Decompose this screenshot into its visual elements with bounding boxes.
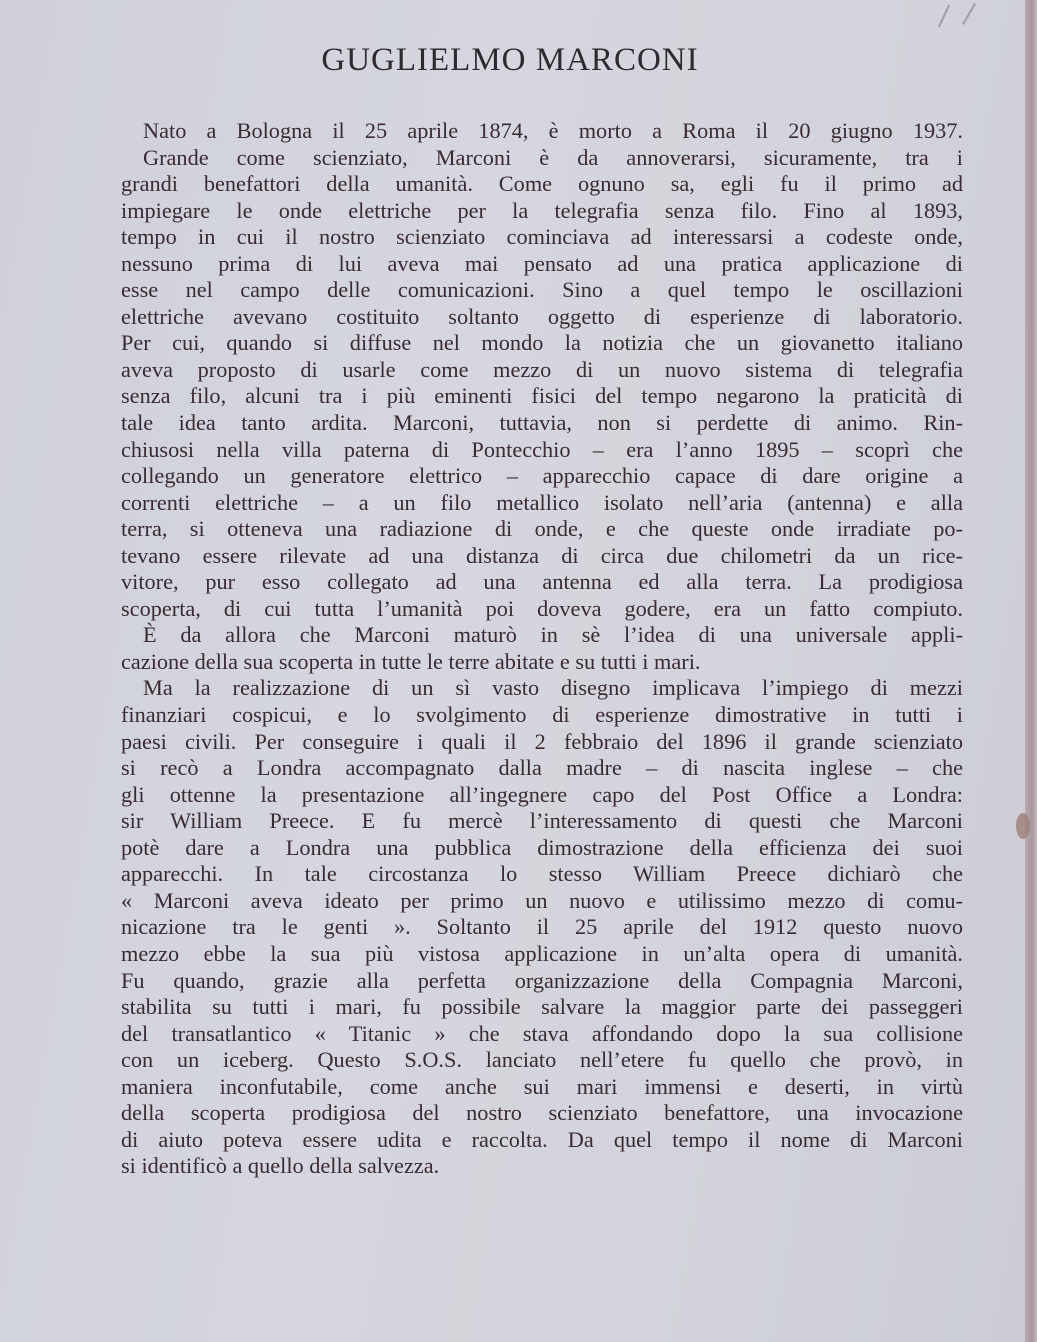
- text-line: nicazione tra le genti ». Soltanto il 25 aprile del 1912 questo nuovo: [121, 914, 963, 940]
- text-line: Grande come scienziato, Marconi è da annoverarsi, sicuramente, tra i: [143, 144, 963, 170]
- text-line: senza filo, alcuni tra i più eminenti fisici del tempo negarono la praticità di: [121, 383, 963, 409]
- text-line: stabilita su tutti i mari, fu possibile salvare la maggior parte dei passeggeri: [121, 994, 963, 1020]
- text-line: mezzo ebbe la sua più vistosa applicazione in un’alta opera di umanità.: [121, 940, 963, 966]
- text-line: chiusosi nella villa paterna di Pontecchio – era l’anno 1895 – scoprì che: [121, 436, 963, 462]
- text-line: tempo in cui il nostro scienziato cominciava ad interessarsi a codeste onde,: [121, 224, 963, 250]
- document-body: [121, 118, 963, 1180]
- text-line: impiegare le onde elettriche per la telegrafia senza filo. Fino al 1893,: [121, 197, 963, 223]
- text-line: apparecchi. In tale circostanza lo stesso William Preece dichiarò che: [121, 861, 963, 887]
- text-line: « Marconi aveva ideato per primo un nuovo e utilissimo mezzo di comu-: [121, 887, 963, 913]
- page-edge: [1025, 0, 1037, 1342]
- text-line: del transatlantico « Titanic » che stava affondando dopo la sua collisione: [121, 1020, 963, 1046]
- text-line: grandi benefattori della umanità. Come ognuno sa, egli fu il primo ad: [121, 171, 963, 197]
- text-line: di aiuto poteva essere udita e raccolta. Da quel tempo il nome di Marconi: [121, 1126, 963, 1152]
- text-line: È da allora che Marconi maturò in sè l’idea di una universale appli-: [143, 622, 963, 648]
- page-smudge: [1016, 813, 1030, 839]
- text-line: sir William Preece. E fu mercè l’interessamento di questi che Marconi: [121, 808, 963, 834]
- text-line: scoperta, di cui tutta l’umanità poi doveva godere, era un fatto compiuto.: [121, 595, 963, 621]
- text-line: Per cui, quando si diffuse nel mondo la notizia che un giovanetto italiano: [121, 330, 963, 356]
- text-line: elettriche avevano costituito soltanto oggetto di esperienze di laboratorio.: [121, 303, 963, 329]
- text-line: nessuno prima di lui aveva mai pensato ad una pratica applicazione di: [121, 250, 963, 276]
- text-line: si recò a Londra accompagnato dalla madre – di nascita inglese – che: [121, 755, 963, 781]
- document-title: GUGLIELMO MARCONI: [321, 42, 699, 78]
- text-line: finanziari cospicui, e lo svolgimento di esperienze dimostrative in tutti i: [121, 702, 963, 728]
- text-line: Nato a Bologna il 25 aprile 1874, è morto a Roma il 20 giugno 1937.: [143, 118, 963, 143]
- text-line: esse nel campo delle comunicazioni. Sino a quel tempo le oscillazioni: [121, 277, 963, 303]
- text-line: vitore, pur esso collegato ad una antenna ed alla terra. La prodigiosa: [121, 569, 963, 595]
- text-line: della scoperta prodigiosa del nostro scienziato benefattore, una invocazione: [121, 1100, 963, 1126]
- text-line: correnti elettriche – a un filo metallico isolato nell’aria (antenna) e alla: [121, 489, 963, 515]
- text-line: tevano essere rilevate ad una distanza di circa due chilometri da un rice-: [121, 542, 963, 568]
- text-line: collegando un generatore elettrico – apparecchio capace di dare origine a: [121, 463, 963, 489]
- text-line: si identificò a quello della salvezza.: [121, 1153, 440, 1179]
- text-line: con un iceberg. Questo S.O.S. lanciato nell’etere fu quello che provò, in: [121, 1047, 963, 1073]
- text-line: cazione della sua scoperta in tutte le terre abitate e su tutti i mari.: [121, 648, 701, 674]
- text-line: maniera inconfutabile, come anche sui mari immensi e deserti, in virtù: [121, 1073, 963, 1099]
- text-line: Fu quando, grazie alla perfetta organizzazione della Compagnia Marconi,: [121, 967, 963, 993]
- text-line: aveva proposto di usarle come mezzo di un nuovo sistema di telegrafia: [121, 356, 963, 382]
- text-line: paesi civili. Per conseguire i quali il 2 febbraio del 1896 il grande scienziato: [121, 728, 963, 754]
- text-line: Ma la realizzazione di un sì vasto disegno implicava l’impiego di mezzi: [143, 675, 963, 701]
- text-line: tale idea tanto ardita. Marconi, tuttavia, non si perdette di animo. Rin-: [121, 410, 963, 436]
- text-line: gli ottenne la presentazione all’ingegnere capo del Post Office a Londra:: [121, 781, 963, 807]
- text-line: potè dare a Londra una pubblica dimostrazione della efficienza dei suoi: [121, 834, 963, 860]
- text-line: terra, si otteneva una radiazione di onde, e che queste onde irradiate po-: [121, 516, 963, 542]
